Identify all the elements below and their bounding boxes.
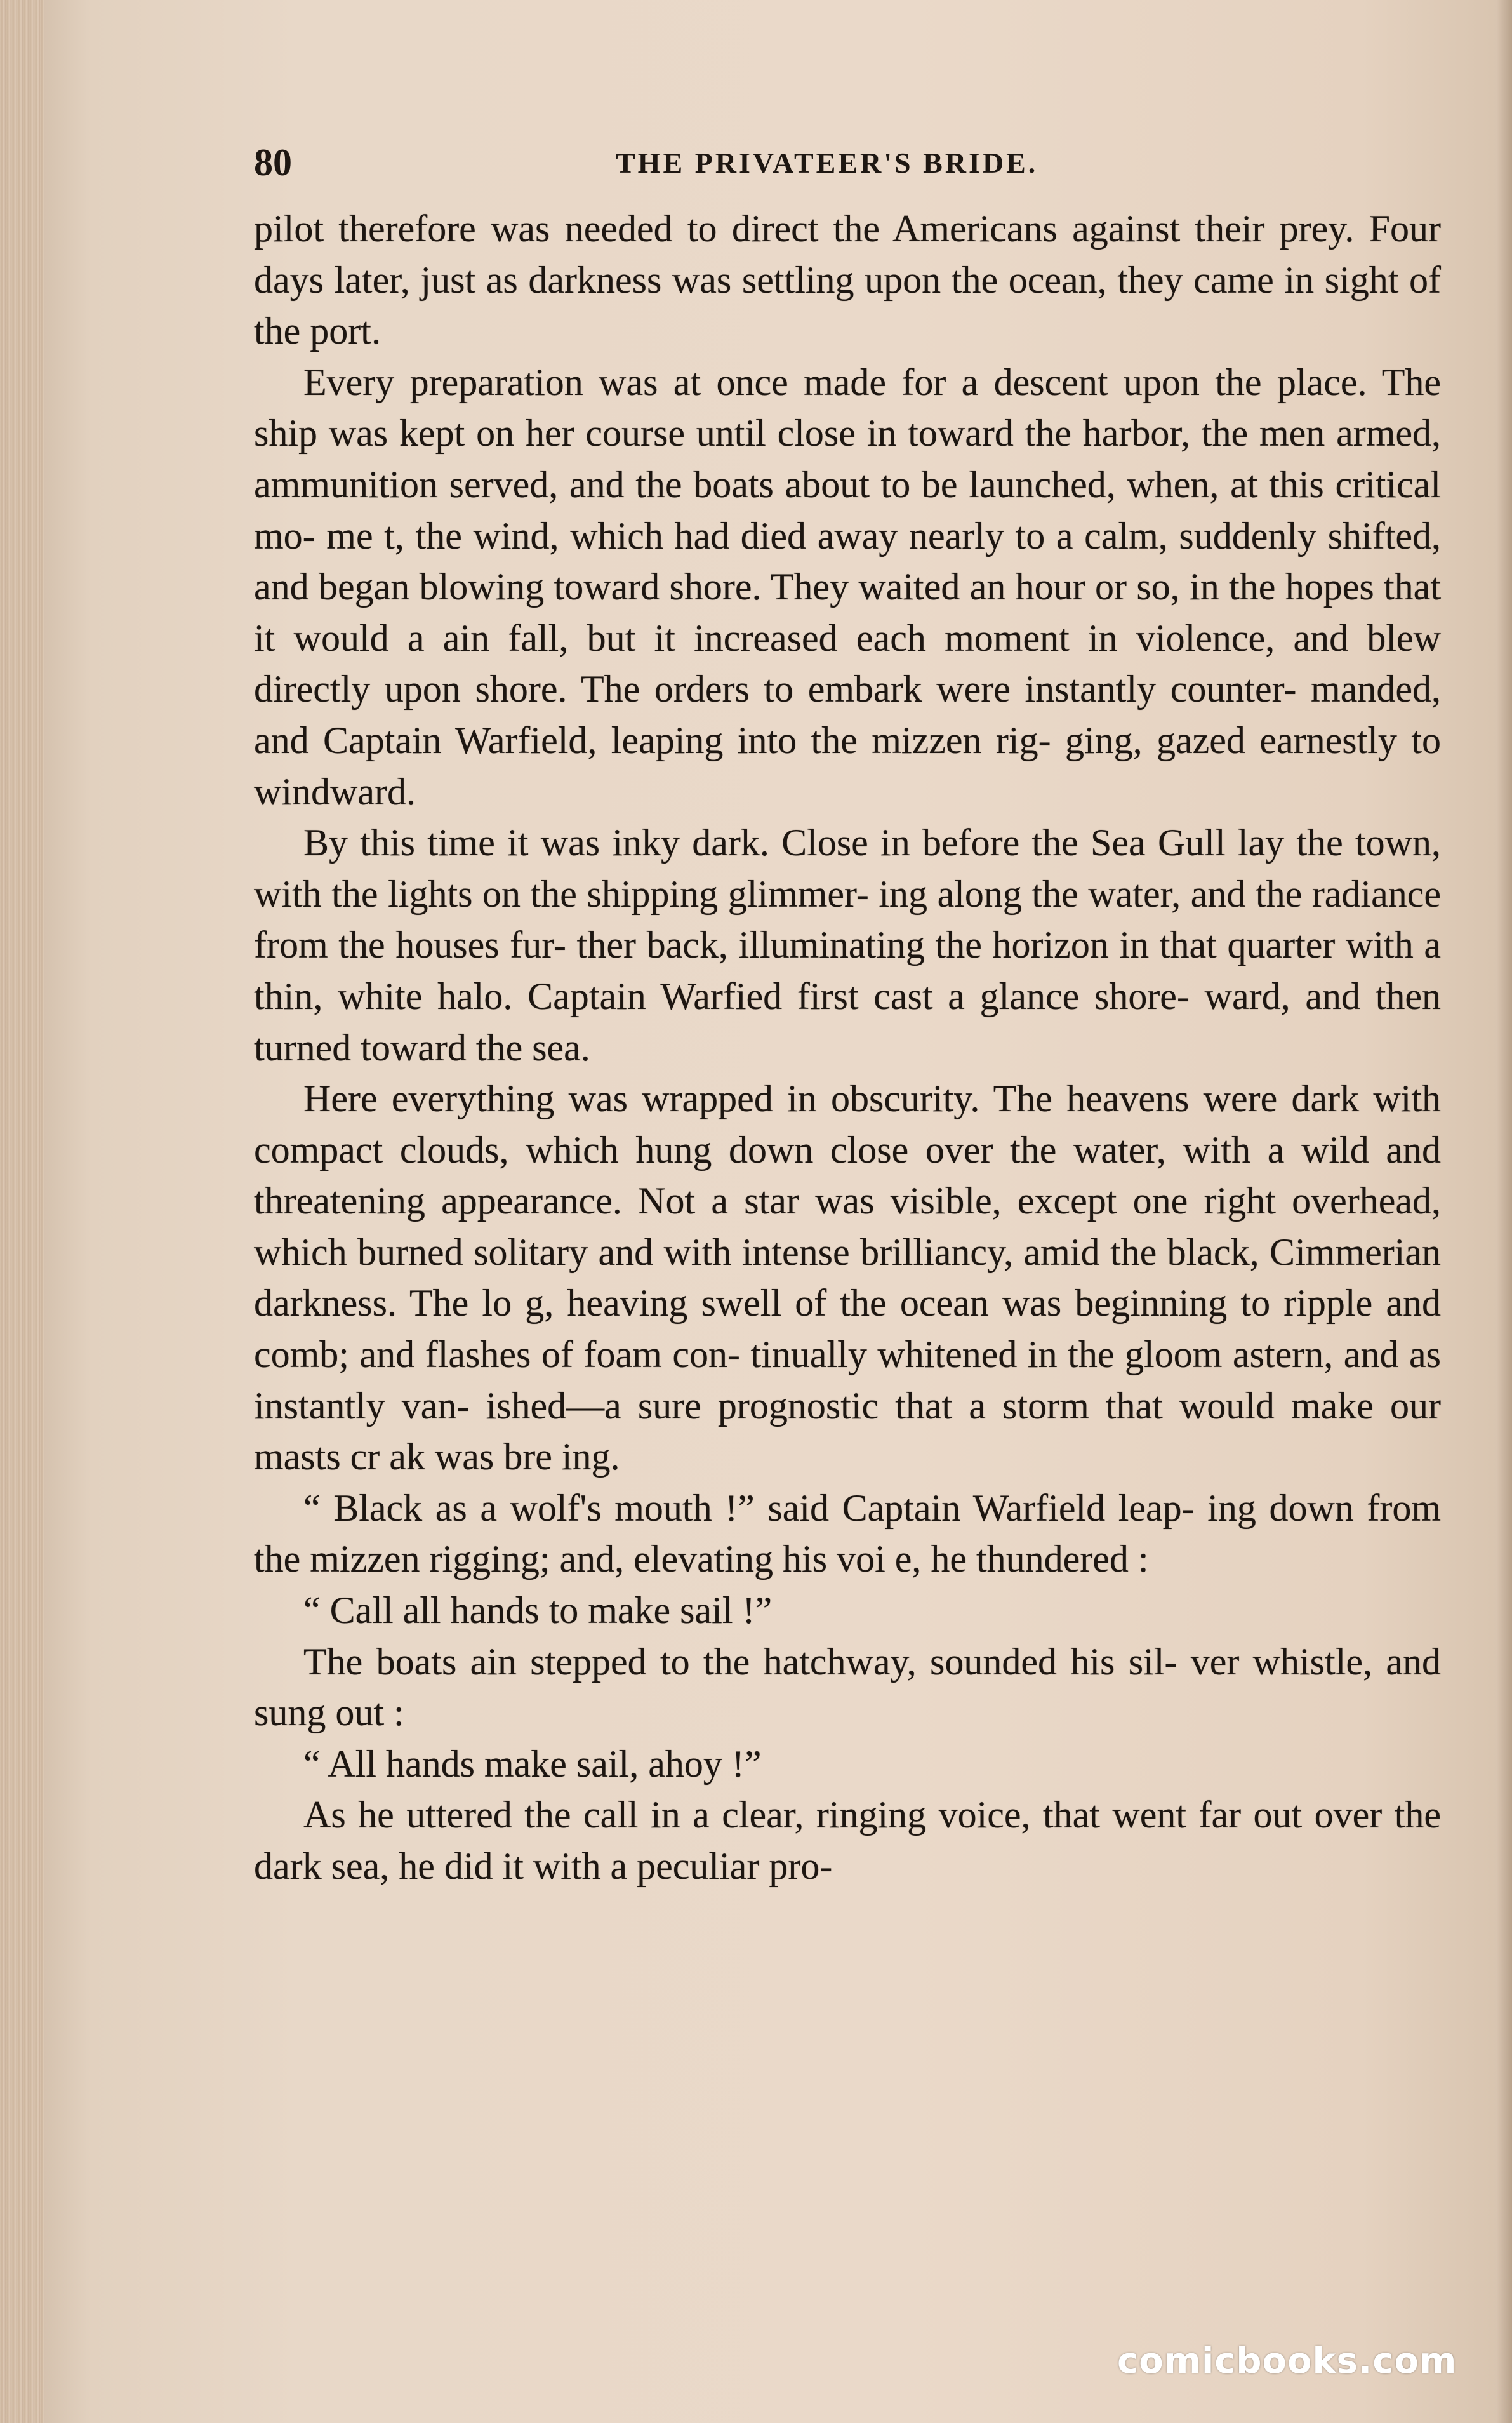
page-edge-right — [1497, 0, 1512, 2423]
paragraph-6: “ Call all hands to make sail !” — [303, 1589, 773, 1632]
paragraph-3: By this time it was inky dark. Close in before the Sea Gull lay the town, with the lights on the shipping glimmer- ing along the water, and the radiance from the houses fur- ther back, illuminating the horizon in that quarter with a thin, white halo. Captain Warfied first cast a glance shore- ward, and then turned toward the sea. — [254, 822, 1441, 1069]
body-text — [254, 203, 1441, 1892]
page-header — [254, 141, 1441, 185]
paragraph-4: Here everything was wrapped in obscurity. The heavens were dark with compact clouds, which hung down close over the water, with a wild and threatening appearance. Not a star was visible, except one right overhead, which burned solitary and with intense brilliancy, amid the black, Cimmerian darkness. The lo g, heaving swell of the ocean was beginning to ripple and comb; and flashes of foam con- tinually whitened in the gloom astern, and as instantly van- ished—a sure prognostic that a storm that would make our masts cr ak was bre ing. — [254, 1078, 1441, 1478]
watermark: comicbooks.com — [1117, 2340, 1457, 2382]
paragraph-1: pilot therefore was needed to direct the Americans against their prey. Four days later, just as darkness was settling upon the ocean, they came in sight of the port. — [254, 208, 1441, 352]
paragraph-9: As he uttered the call in a clear, ringing voice, that went far out over the dark sea, he did it with a peculiar pro- — [254, 1794, 1441, 1887]
running-title: THE PRIVATEER'S BRIDE. — [616, 147, 1038, 179]
paragraph-5: “ Black as a wolf's mouth !” said Captain Warfield leap- ing down from the mizzen rigging; and, elevating his voi e, he thundered : — [254, 1486, 1441, 1580]
page-number: 80 — [254, 142, 292, 184]
paragraph-7: The boats ain stepped to the hatchway, sounded his sil- ver whistle, and sung out : — [254, 1640, 1441, 1734]
paragraph-2: Every preparation was at once made for a descent upon the place. The ship was kept on her course until close in toward the harbor, the men armed, ammunition served, and the boats about to be launched, when, at this critical mo- me t, the wind, which had died away nearly to a calm, suddenly shifted, and began blowing toward shore. They waited an hour or so, in the hopes that it would a ain fall, but it increased each moment in violence, and blew directly upon shore. The orders to embark were instantly counter- manded, and Captain Warfield, leaping into the mizzen rig- ging, gazed earnestly to windward. — [254, 361, 1441, 813]
paragraph-8: “ All hands make sail, ahoy !” — [303, 1742, 762, 1785]
page-edge-left — [0, 0, 44, 2423]
